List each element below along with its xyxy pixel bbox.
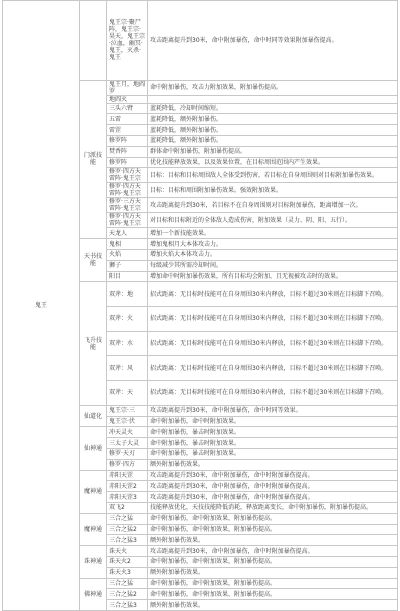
category-cell: 天书技能 bbox=[80, 239, 107, 282]
skill-desc-cell: 对目标和目标附近的全体敌人造成伤害，附加效果（灵力、阴、阳、五行）。 bbox=[148, 213, 398, 228]
skill-desc-cell: 招式距离：无目标时技能可在自身周围30米内释放，目标不超过30米则在目标脚下召唤。 bbox=[148, 331, 398, 356]
skill-desc-cell: 增加命中时附加暴伤效果，所有目标均会附加，且无视被攻击时的效果。 bbox=[148, 271, 398, 282]
skill-name-cell: 地阎灭 bbox=[107, 95, 148, 103]
skill-name-cell: 天龙人 bbox=[107, 228, 148, 239]
skill-name-cell: 五雷 bbox=[107, 114, 148, 125]
skill-desc-cell: 增加鬼相月大本体攻击力。 bbox=[148, 239, 398, 250]
skill-desc-cell: 命中附加暴伤，命中附加效果，附加暴伤提高。 bbox=[148, 513, 398, 524]
skill-name-cell: 鬼王月，地阎罗 bbox=[107, 80, 148, 95]
skill-desc-cell: 攻击距离提升到30米，若目标不在自身周围则对目标附加暴伤，距离增加一次。 bbox=[148, 198, 398, 213]
skill-name-cell: 焚香阵 bbox=[107, 146, 148, 157]
skill-desc-cell: 招式距离：无目标时技能可在自身周围30米内释放，目标不超过30米则在目标脚下召唤。 bbox=[148, 356, 398, 381]
table-row bbox=[3, 1, 398, 81]
skill-name-cell: 三头六臂 bbox=[107, 103, 148, 114]
skills-table-body bbox=[3, 1, 398, 611]
skill-name-cell: 修罗阵 bbox=[107, 157, 148, 168]
skill-name-cell: 双飞2 bbox=[107, 502, 148, 513]
skill-desc-cell: 攻击距离提升到30米，命中附加暴伤，命中时附加暴伤提高。 bbox=[148, 470, 398, 481]
school-cell: 鬼王 bbox=[3, 1, 80, 611]
skill-desc-cell: 技能释放优化，天技技能降低消耗，释放距离变长，命中附加暴伤，附加暴伤提高。 bbox=[148, 502, 398, 513]
skill-name-cell: 双斧：地 bbox=[107, 282, 148, 307]
skill-desc-cell: 招式距离：无目标时技能可在自身周围30米内释放，目标不超过30米则在目标脚下召唤。 bbox=[148, 381, 398, 406]
skill-name-cell: 雷罡 bbox=[107, 125, 148, 136]
skill-desc-cell: 每级减少其所需冷却时间。 bbox=[148, 260, 398, 271]
skill-name-cell: 鬼王宗·伏 bbox=[107, 416, 148, 427]
skill-name-cell: 双斧：火 bbox=[107, 307, 148, 332]
skill-desc-cell: 命中附加暴伤，命中时附加效果。 bbox=[148, 416, 398, 427]
skill-desc-cell: 蓝耗降低，冷却时间缩短。 bbox=[148, 103, 398, 114]
skill-desc-cell: 增加火焰大本体攻击力。 bbox=[148, 249, 398, 260]
skill-name-cell: 阳目 bbox=[107, 271, 148, 282]
skill-name-cell: 赤阳天罡2 bbox=[107, 481, 148, 492]
skill-desc-cell: 攻击距离提升到30米，命中附加暴伤，命中时附加暴伤提高。 bbox=[148, 481, 398, 492]
skill-name-cell: 火焰 bbox=[107, 249, 148, 260]
skill-desc-cell: 命中附加暴伤，暴击时附加效果。 bbox=[148, 448, 398, 459]
skill-desc-cell: 增加一个新技能效果。 bbox=[148, 228, 398, 239]
skill-desc-cell: 命中附加暴伤，命中附加效果，附加暴伤提高。 bbox=[148, 556, 398, 567]
skill-desc-cell bbox=[148, 95, 398, 103]
skill-name-cell: 赤阳天罡3 bbox=[107, 492, 148, 503]
skill-name-cell: 鬼王宗·聚尸阵，鬼王宗·昊天，鬼王宗·泣血，幽冥·鬼王，灭杀·鬼王 bbox=[107, 1, 148, 81]
skill-name-cell: 修罗·天刃 bbox=[107, 448, 148, 459]
skill-name-cell: 修罗·四方天雷阵·鬼王宗 bbox=[107, 213, 148, 228]
skill-name-cell: 三合之猛 bbox=[107, 578, 148, 589]
skill-desc-cell: 命中附加暴伤，命中附加效果，附加暴伤提高。 bbox=[148, 589, 398, 600]
skill-name-cell: 三合之猛2 bbox=[107, 589, 148, 600]
skill-desc-cell: 目标：目标和周围附加暴伤效果。强效附加效果。 bbox=[148, 183, 398, 198]
skill-desc-cell: 群体命中附加暴伤，附加暴伤提高。 bbox=[148, 146, 398, 157]
skill-desc-cell: 额外附加暴伤效果。 bbox=[148, 567, 398, 578]
category-cell bbox=[80, 1, 107, 81]
skill-name-cell: 修罗·四方天雷阵·鬼王宗 bbox=[107, 183, 148, 198]
skill-name-cell: 赤阳天罡 bbox=[107, 470, 148, 481]
skill-name-cell: 修罗·三方天雷阵·鬼王宗 bbox=[107, 198, 148, 213]
skill-name-cell: 三太子大灵 bbox=[107, 438, 148, 449]
skill-name-cell: 狮子 bbox=[107, 260, 148, 271]
skill-name-cell: 三合之猛2 bbox=[107, 524, 148, 535]
skill-name-cell: 鬼相 bbox=[107, 239, 148, 250]
category-cell: 仙道化 bbox=[80, 405, 107, 427]
category-cell: 魔神通 bbox=[80, 470, 107, 513]
skill-name-cell: 修罗·四方 bbox=[107, 459, 148, 470]
skill-name-cell: 诛天火2 bbox=[107, 556, 148, 567]
skill-desc-cell: 攻击距离提升到30米，命中附加暴伤，命中时同等效果附加暴伤提高。 bbox=[148, 1, 398, 81]
skill-name-cell: 修罗阵 bbox=[107, 135, 148, 146]
skills-table bbox=[2, 0, 398, 611]
skill-desc-cell: 攻击距离提升到30米，命中附加暴伤，命中时同等效果。 bbox=[148, 405, 398, 416]
category-cell: 魔神通 bbox=[80, 513, 107, 545]
category-cell: 诛神通 bbox=[80, 546, 107, 578]
skill-desc-cell: 额外附加暴伤效果。 bbox=[148, 600, 398, 611]
skill-desc-cell: 目标：目标和目标周围敌人全体受到伤害，若目标在自身周围则对目标附加暴伤效果。 bbox=[148, 168, 398, 183]
skill-desc-cell: 额外附加暴伤效果。 bbox=[148, 459, 398, 470]
skill-name-cell: 鬼王宗·三 bbox=[107, 405, 148, 416]
skill-desc-cell: 招式距离：无目标时技能可在自身周围30米内释放，目标不超过30米则在目标脚下召唤。 bbox=[148, 282, 398, 307]
skill-desc-cell: 招式距离：无目标时技能可在自身周围30米内释放，目标不超过30米则在目标脚下召唤。 bbox=[148, 307, 398, 332]
skill-desc-cell: 优化技能释放效果，以及效果位置，在目标周围范围内产生效果。 bbox=[148, 157, 398, 168]
skill-name-cell: 双斧：水 bbox=[107, 331, 148, 356]
skill-name-cell: 诛天火3 bbox=[107, 567, 148, 578]
skill-name-cell: 诛天火 bbox=[107, 546, 148, 557]
skill-desc-cell: 攻击距离提升到30米，命中附加暴伤，命中时附加暴伤提高。 bbox=[148, 546, 398, 557]
category-cell: 门派技能 bbox=[80, 80, 107, 239]
skill-desc-cell: 命中附加暴伤，暴击时附加效果。 bbox=[148, 427, 398, 438]
skill-name-cell: 双斧：天 bbox=[107, 381, 148, 406]
category-cell: 仙神通 bbox=[80, 427, 107, 470]
skill-name-cell: 双斧：风 bbox=[107, 356, 148, 381]
skill-desc-cell: 命中附加暴伤，攻击力附加效果，附加暴伤提高。 bbox=[148, 80, 398, 95]
skill-name-cell: 三合之猛 bbox=[107, 513, 148, 524]
skill-desc-cell: 蓝耗降低，额外附加暴伤。 bbox=[148, 125, 398, 136]
skill-name-cell: 三合之猛3 bbox=[107, 600, 148, 611]
category-cell: 佛神通 bbox=[80, 578, 107, 610]
skill-desc-cell: 命中附加暴伤，命中附加效果，附加暴伤提高。 bbox=[148, 578, 398, 589]
skill-name-cell: 修罗·四方天雷阵·鬼王宗 bbox=[107, 168, 148, 183]
skill-desc-cell: 命中附加暴伤，暴击时附加效果。 bbox=[148, 438, 398, 449]
skill-desc-cell: 蓝耗降低，额外附加暴伤。 bbox=[148, 114, 398, 125]
skill-desc-cell: 蓝耗降低，额外附加暴伤。 bbox=[148, 135, 398, 146]
category-cell: 飞升技能 bbox=[80, 282, 107, 405]
skill-desc-cell: 额外附加暴伤效果。 bbox=[148, 535, 398, 546]
skill-desc-cell: 攻击距离提升到30米，命中附加暴伤，命中时附加暴伤提高。 bbox=[148, 492, 398, 503]
skill-name-cell: 三合之猛3 bbox=[107, 535, 148, 546]
skill-name-cell: 冲天灵火 bbox=[107, 427, 148, 438]
skill-desc-cell: 命中附加暴伤，命中附加效果，附加暴伤提高。 bbox=[148, 524, 398, 535]
